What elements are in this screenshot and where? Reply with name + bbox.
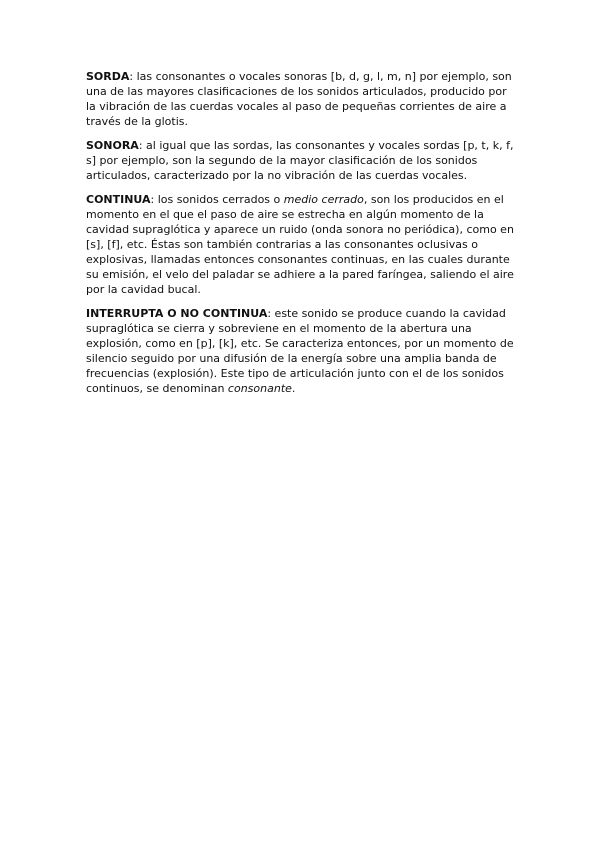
definition-continua-part1: : los sonidos cerrados o [150, 193, 284, 206]
paragraph-continua [86, 192, 516, 297]
document-body [86, 69, 516, 405]
italic-medio-cerrado: medio cerrado [283, 193, 364, 206]
paragraph-sonora [86, 138, 516, 183]
definition-sonora: : al igual que las sordas, las consonantes y vocales sordas [p, t, k, f, s] por ejemplo, son la segundo de la mayor clasificación de los sonidos articulados, caracterizado por la no vibración de las cuerdas vocales. [86, 139, 514, 182]
term-interrupta: INTERRUPTA O NO CONTINUA [86, 307, 268, 320]
term-sonora: SONORA [86, 139, 139, 152]
paragraph-sorda [86, 69, 516, 129]
definition-continua-part2: , son los producidos en el momento en el que el paso de aire se estrecha en algún momento de la cavidad supraglótica y aparece un ruido (onda sonora no periódica), como en [s], [f], etc. Éstas son también contrarias a las consonantes oclusivas o explosivas, llamadas entonces consonantes continuas, en las cuales durante su emisión, el velo del paladar se adhiere a la pared faríngea, saliendo el aire por la cavidad bucal. [86, 193, 514, 296]
term-continua: CONTINUA [86, 193, 151, 206]
definition-interrupta-part1: : este sonido se produce cuando la cavidad supraglótica se cierra y sobreviene en el momento de la abertura una explosión, como en [p], [k], etc. Se caracteriza entonces, por un momento de silencio seguido por una difusión de la energía sobre una amplia banda de frecuencias (explosión). Este tipo de articulación junto con el de los sonidos continuos, se denominan [86, 307, 514, 395]
definition-sorda: : las consonantes o vocales sonoras [b, d, g, l, m, n] por ejemplo, son una de las mayores clasificaciones de los sonidos articulados, producido por la vibración de las cuerdas vocales al paso de pequeñas corrientes de aire a través de la glotis. [86, 70, 512, 128]
term-sorda: SORDA [86, 70, 130, 83]
definition-interrupta-part2: . [291, 382, 296, 395]
paragraph-interrupta [86, 306, 516, 396]
italic-consonante: consonante [227, 382, 292, 395]
